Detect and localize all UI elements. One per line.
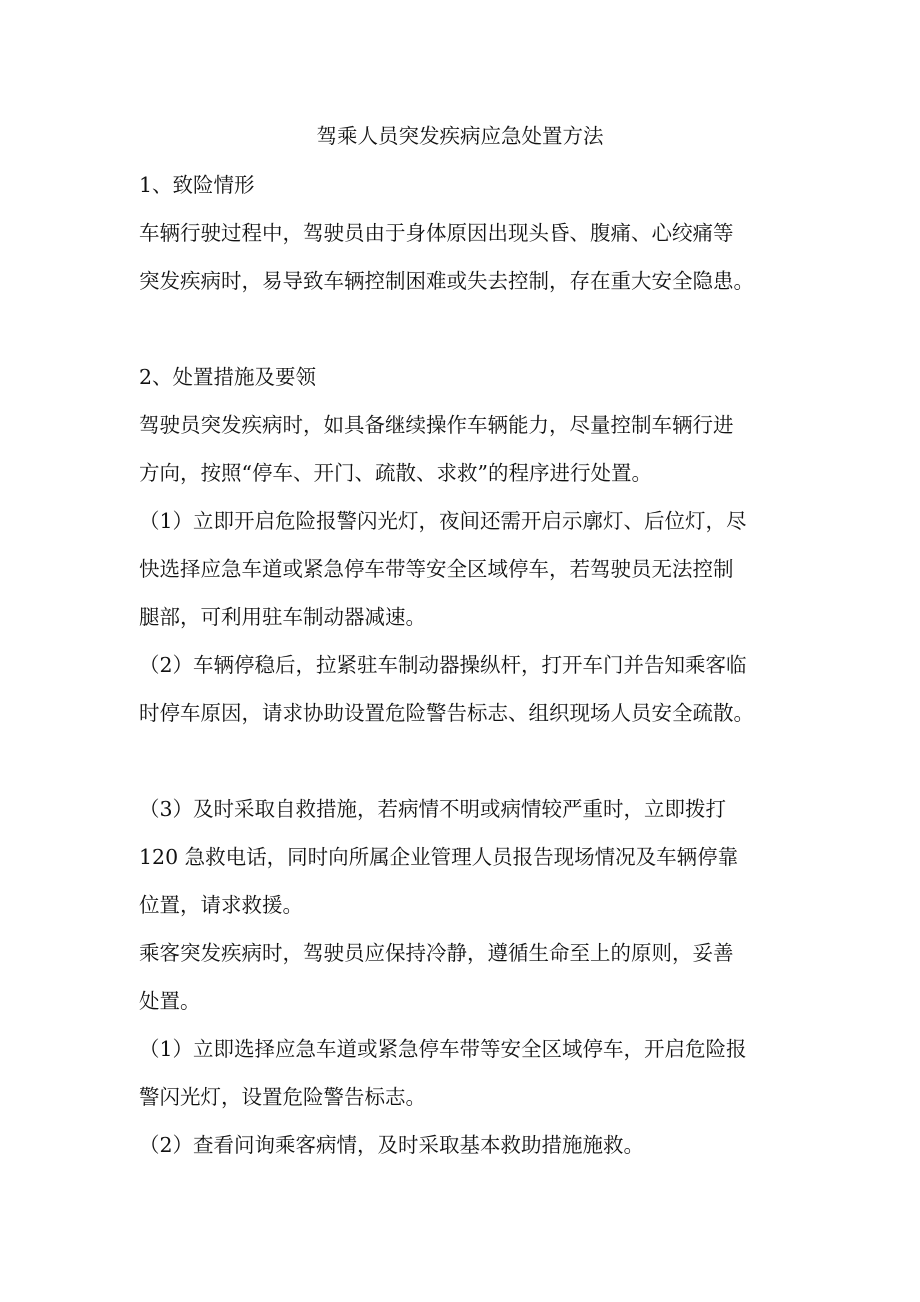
document-title: 驾乘人员突发疾病应急处置方法 xyxy=(316,124,604,148)
paragraph-line: 驾驶员突发疾病时，如具备继续操作车辆能力，尽量控制车辆行进 xyxy=(139,413,734,437)
paragraph-line: 方向，按照“停车、开门、疏散、求救”的程序进行处置。 xyxy=(139,461,652,485)
paragraph-line: （2）查看问询乘客病情，及时采取基本救助措施施救。 xyxy=(139,1133,645,1157)
paragraph-line: 位置，请求救援。 xyxy=(139,893,303,917)
paragraph-line: （3）及时采取自救措施，若病情不明或病情较严重时，立即拨打 xyxy=(139,797,727,821)
section-2-heading: 2、处置措施及要领 xyxy=(139,365,317,389)
paragraph-line: 时停车原因，请求协助设置危险警告标志、组织现场人员安全疏散。 xyxy=(139,701,754,725)
paragraph-line: （1）立即开启危险报警闪光灯，夜间还需开启示廓灯、后位灯，尽 xyxy=(139,509,747,533)
paragraph-line: （1）立即选择应急车道或紧急停车带等安全区域停车，开启危险报 xyxy=(139,1037,747,1061)
paragraph-line: 乘客突发疾病时，驾驶员应保持冷静，遵循生命至上的原则，妥善 xyxy=(139,941,734,965)
paragraph-line: 处置。 xyxy=(139,989,201,1013)
paragraph-line: 突发疾病时，易导致车辆控制困难或失去控制，存在重大安全隐患。 xyxy=(139,269,754,293)
paragraph-line: 快选择应急车道或紧急停车带等安全区域停车，若驾驶员无法控制 xyxy=(139,557,734,581)
paragraph-line: 120 急救电话，同时向所属企业管理人员报告现场情况及车辆停靠 xyxy=(139,845,739,869)
paragraph-line: 车辆行驶过程中，驾驶员由于身体原因出现头昏、腹痛、心绞痛等 xyxy=(139,221,734,245)
paragraph-line: （2）车辆停稳后，拉紧驻车制动器操纵杆，打开车门并告知乘客临 xyxy=(139,653,747,677)
paragraph-line: 警闪光灯，设置危险警告标志。 xyxy=(139,1085,426,1109)
section-1-heading: 1、致险情形 xyxy=(139,173,255,197)
paragraph-line: 腿部，可利用驻车制动器减速。 xyxy=(139,605,426,629)
